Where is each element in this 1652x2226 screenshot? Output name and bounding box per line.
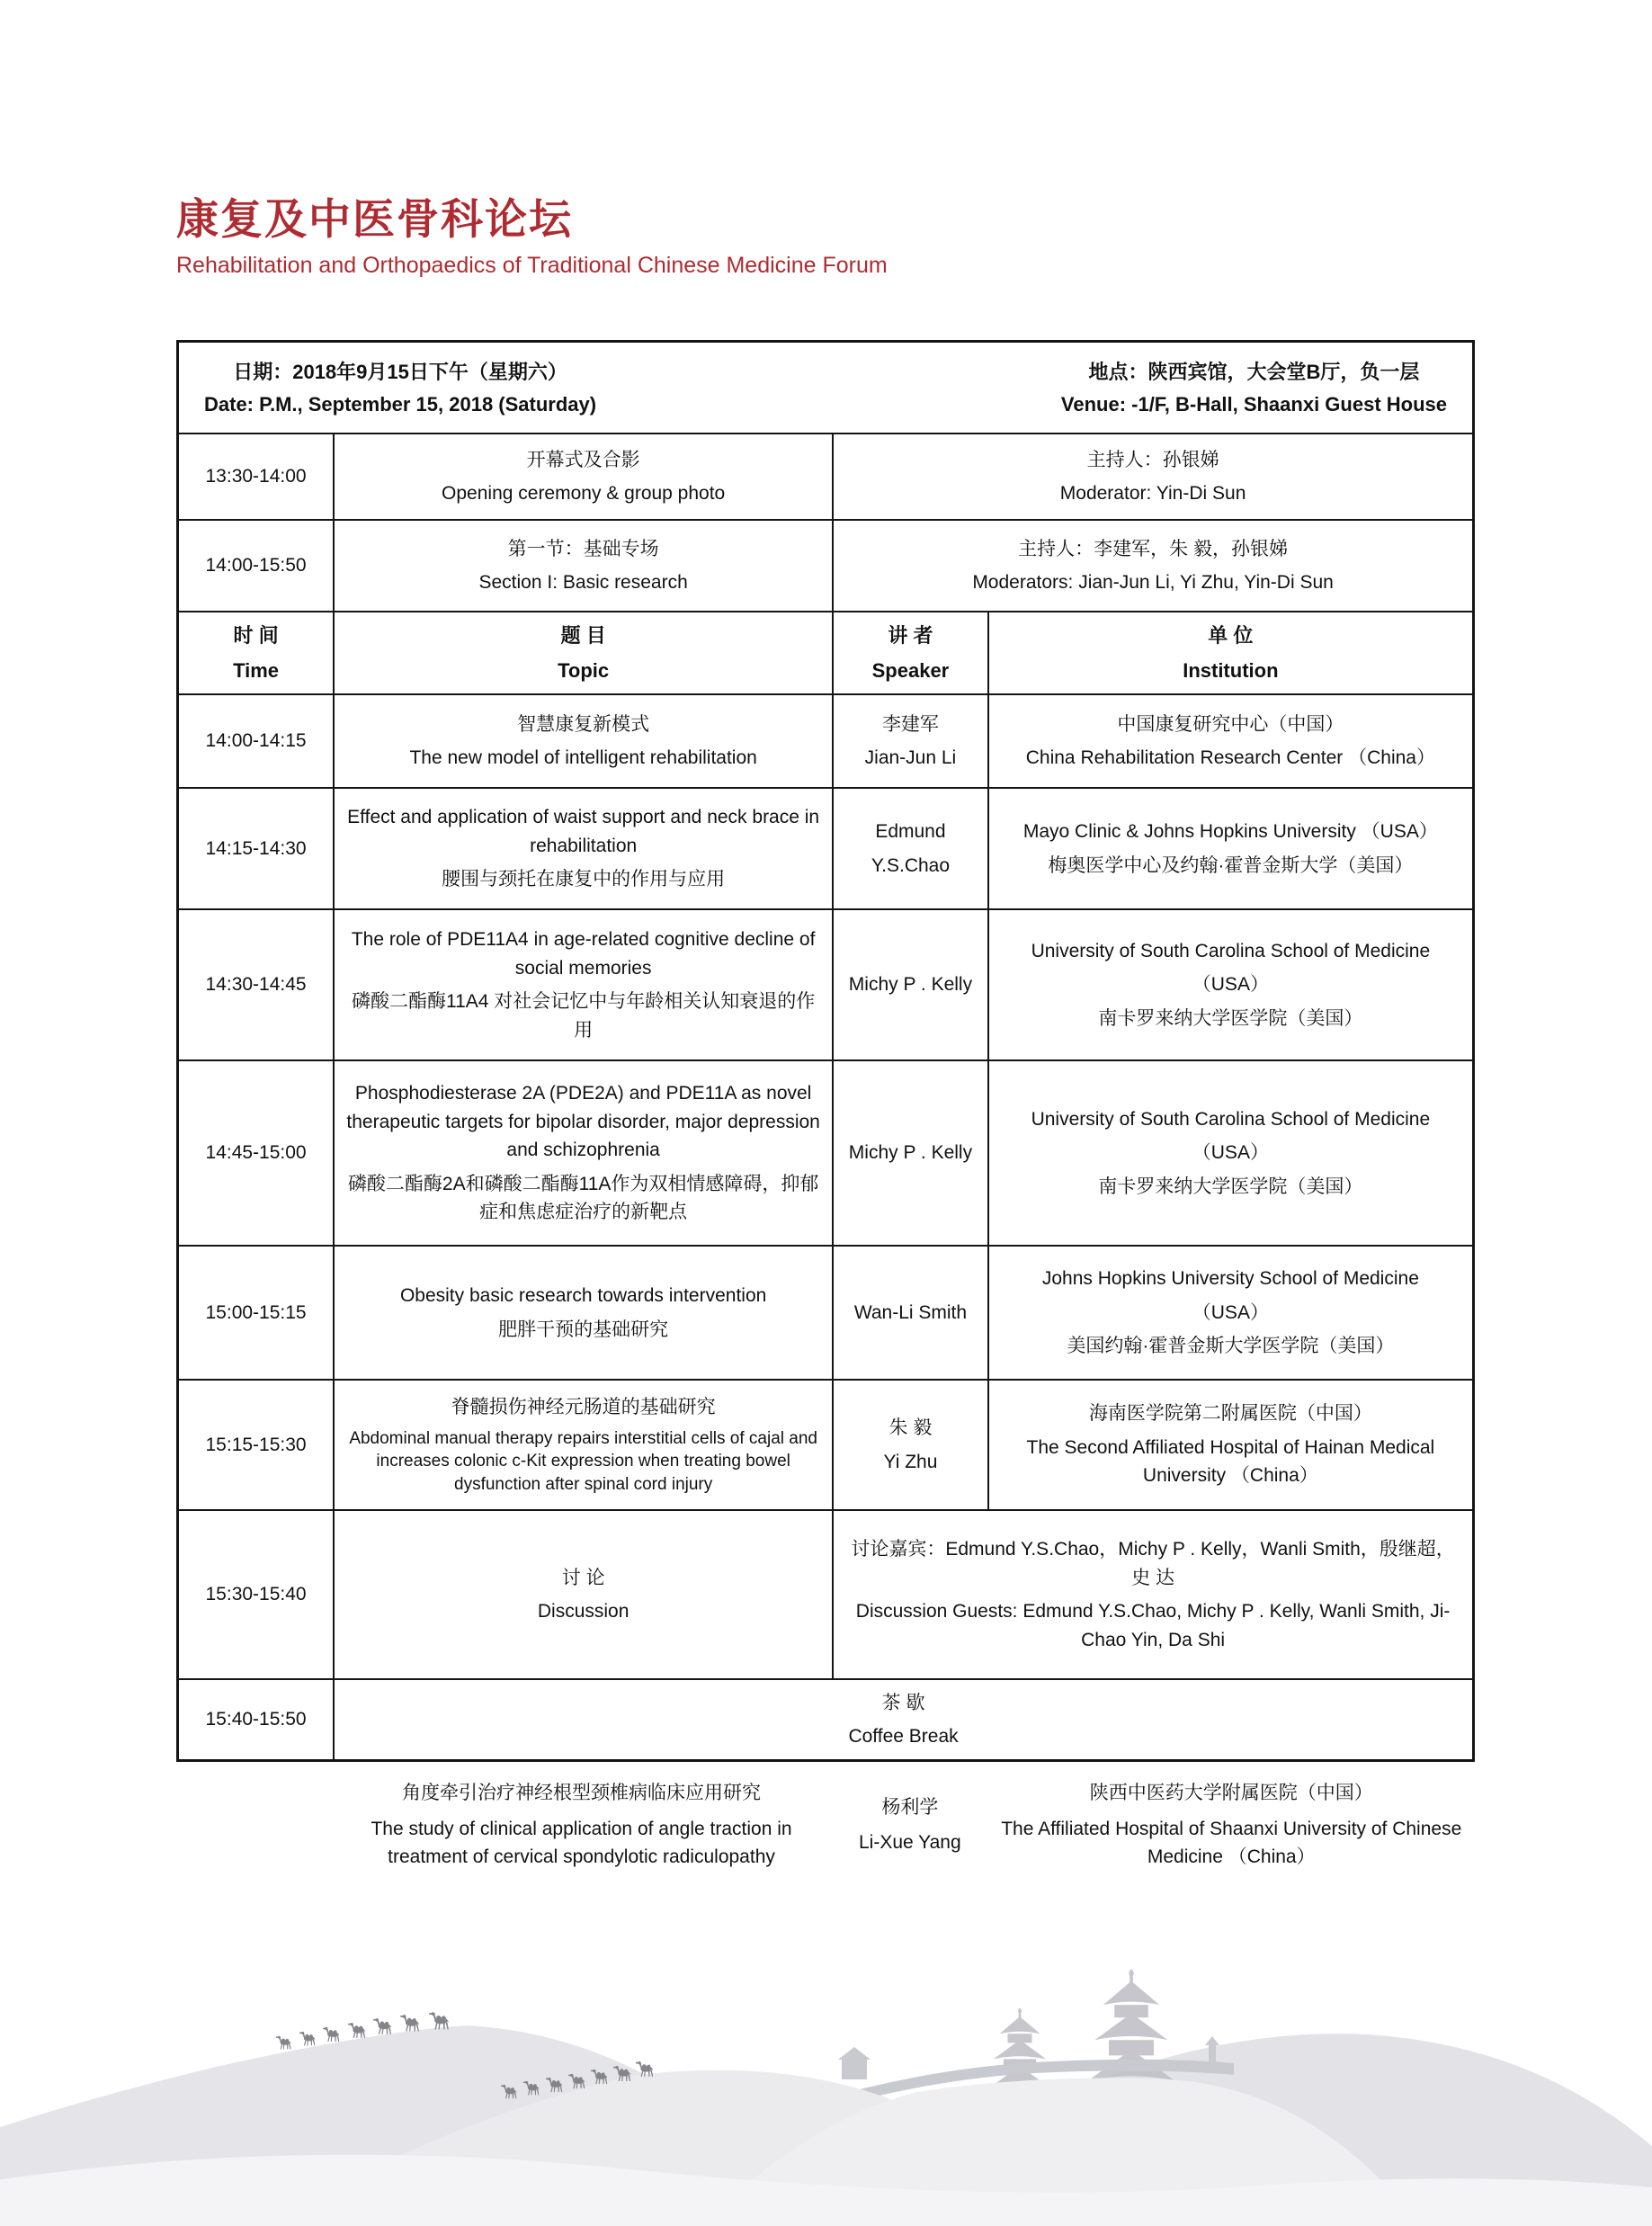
speaker-line: Michy P . Kelly (848, 1142, 973, 1164)
discussion-guests-cell (832, 1511, 1472, 1678)
institution-line: The Second Affiliated Hospital of Hainan Medical University （China） (1026, 1436, 1435, 1487)
time-cell (179, 1061, 333, 1245)
topic-zh: 开幕式及合影 (526, 449, 640, 470)
topic-en: Section I: Basic research (478, 572, 688, 593)
speaker-line: Yi Zhu (883, 1451, 938, 1472)
time-value: 14:00-15:50 (205, 555, 307, 577)
institution-cell (987, 695, 1472, 787)
speaker-line: Jian-Jun Li (864, 747, 957, 768)
talk-row (179, 693, 1472, 787)
moderator-zh: 主持人：孙银娣 (1086, 449, 1219, 470)
topic-en: Discussion (537, 1601, 630, 1622)
speaker-line: Michy P . Kelly (848, 974, 973, 996)
institution-line: 中国康复研究中心（中国） (1117, 713, 1344, 735)
col-header-speaker (832, 612, 987, 693)
footer-institution-zh: 陕西中医药大学附属医院（中国） (1089, 1783, 1373, 1803)
session-row-section1 (179, 519, 1472, 611)
col-header-topic (333, 612, 832, 693)
coffee-break-en: Coffee Break (848, 1726, 959, 1747)
topic-line: Obesity basic research towards intervention (399, 1285, 767, 1306)
col-speaker-zh: 讲 者 (888, 624, 933, 647)
coffee-break-cell (333, 1680, 1472, 1759)
institution-line: China Rehabilitation Research Center （China） (1025, 747, 1435, 768)
footer-speaker-en: Li-Xue Yang (859, 1832, 961, 1854)
topic-line: 肥胖干预的基础研究 (498, 1319, 669, 1340)
time-value: 14:00-14:15 (205, 730, 307, 752)
topic-cell (333, 695, 832, 787)
speaker-line: 朱 毅 (889, 1417, 933, 1438)
topic-zh: 第一节：基础专场 (507, 538, 659, 559)
speaker-line: Y.S.Chao (871, 854, 951, 876)
speaker-cell (832, 1381, 987, 1509)
time-cell (179, 521, 333, 611)
speaker-cell (832, 789, 987, 908)
time-value: 14:30-14:45 (205, 974, 307, 996)
institution-line: University of South Carolina School of Medicine (1031, 940, 1431, 961)
institution-line: 南卡罗来纳大学医学院（美国） (1098, 1007, 1363, 1029)
footer-speaker-cell (832, 1784, 987, 1866)
topic-line: 磷酸二酯酶2A和磷酸二酯酶11A作为双相情感障碍，抑郁症和焦虑症治疗的新靶点 (347, 1173, 819, 1223)
coffee-break-row (179, 1678, 1472, 1759)
moderator-cell (832, 434, 1472, 519)
venue-zh: 地点：陕西宾馆，大会堂B厅，负一层 (1088, 360, 1420, 383)
guests-en: Discussion Guests: Edmund Y.S.Chao, Michy P . Kelly, Wanli Smith, Ji-Chao Yin, Da Shi (855, 1601, 1451, 1650)
topic-cell (333, 521, 832, 611)
page-subtitle: Rehabilitation and Orthopaedics of Traditional Chinese Medicine Forum (176, 252, 888, 278)
talk-row (179, 1059, 1472, 1245)
time-value: 14:45-15:00 (205, 1142, 307, 1164)
institution-line: 海南医学院第二附属医院（中国） (1088, 1403, 1372, 1425)
institution-cell (987, 910, 1472, 1059)
moderator-en: Moderators: Jian-Jun Li, Yi Zhu, Yin-Di Sun (972, 572, 1334, 593)
page-title: 康复及中医骨科论坛 (176, 195, 573, 243)
speaker-line: 李建军 (881, 713, 939, 735)
time-cell (179, 1381, 333, 1509)
institution-line: 梅奥医学中心及约翰·霍普金斯大学（美国） (1048, 854, 1414, 876)
date-en: Date: P.M., September 15, 2018 (Saturday) (204, 392, 597, 416)
topic-line: Effect and application of waist support and neck brace in rehabilitation (347, 807, 820, 856)
col-time-en: Time (233, 659, 280, 682)
talk-row (179, 1245, 1472, 1379)
footer-topic-en: The study of clinical application of angle traction in treatment of cervical spondylotic radiculopathy (371, 1818, 792, 1867)
talk-row (179, 787, 1472, 908)
institution-line: 美国约翰·霍普金斯大学医学院（美国） (1067, 1336, 1395, 1357)
date-block (204, 354, 596, 422)
institution-line: （USA） (1192, 1142, 1269, 1164)
topic-cell (333, 1247, 832, 1379)
topic-cell (333, 1511, 832, 1678)
info-cell (179, 343, 1472, 433)
footer-topic-cell (331, 1770, 832, 1881)
footer-institution-cell (987, 1770, 1475, 1881)
speaker-line: Wan-Li Smith (853, 1301, 968, 1323)
institution-cell (987, 1247, 1472, 1379)
institution-line: 南卡罗来纳大学医学院（美国） (1098, 1176, 1363, 1197)
institution-line: University of South Carolina School of Medicine (1031, 1108, 1431, 1130)
desert-scene (0, 1916, 1652, 2226)
topic-line: 磷酸二酯酶11A4 对社会记忆中与年龄相关认知衰退的作用 (351, 991, 816, 1041)
time-value: 15:30-15:40 (205, 1584, 307, 1605)
time-cell (179, 1680, 333, 1759)
topic-line: 腰围与颈托在康复中的作用与应用 (442, 869, 726, 890)
time-cell (179, 695, 333, 787)
guests-zh: 讨论嘉宾：Edmund Y.S.Chao，Michy P . Kelly，Wanli Smith，殷继超，史 达 (851, 1539, 1455, 1588)
topic-cell (333, 910, 832, 1059)
speaker-cell (832, 1061, 987, 1245)
col-time-zh: 时 间 (233, 624, 279, 647)
moderator-zh: 主持人：李建军，朱 毅，孙银娣 (1018, 538, 1288, 559)
time-cell (179, 789, 333, 908)
col-institution-zh: 单 位 (1208, 624, 1254, 647)
institution-cell (987, 789, 1472, 908)
time-value: 15:15-15:30 (205, 1434, 307, 1455)
col-header-time (179, 612, 333, 693)
program-table (176, 340, 1475, 1762)
speaker-cell (832, 1247, 987, 1379)
col-topic-en: Topic (558, 659, 610, 682)
topic-line: 脊髓损伤神经元肠道的基础研究 (451, 1397, 716, 1418)
footer-talk (176, 1770, 1475, 1881)
talk-row (179, 908, 1472, 1059)
topic-line: Abdominal manual therapy repairs interstitial cells of cajal and increases colonic c-Kit expression when treating bowel dysfunction after spinal cord injury (349, 1428, 817, 1495)
date-zh: 日期：2018年9月15日下午（星期六） (233, 360, 567, 383)
topic-cell (333, 1061, 832, 1245)
page-header (176, 196, 888, 279)
time-value: 13:30-14:00 (205, 466, 307, 487)
topic-line: 智慧康复新模式 (517, 713, 650, 735)
footer-time-spacer (176, 1819, 331, 1830)
institution-cell (987, 1061, 1472, 1245)
institution-line: （USA） (1192, 974, 1269, 996)
topic-cell (333, 789, 832, 908)
footer-institution-en: The Affiliated Hospital of Shaanxi University of Chinese Medicine （China） (1001, 1818, 1462, 1867)
speaker-cell (832, 910, 987, 1059)
topic-line: Phosphodiesterase 2A (PDE2A) and PDE11A as novel therapeutic targets for bipolar disorder, major depression and schizophrenia (346, 1083, 820, 1161)
footer-speaker-zh: 杨利学 (881, 1796, 939, 1818)
venue-block (1061, 354, 1447, 422)
topic-cell (333, 1381, 832, 1509)
col-topic-zh: 题 目 (560, 624, 606, 647)
institution-cell (987, 1381, 1472, 1509)
time-cell (179, 1247, 333, 1379)
moderator-cell (832, 521, 1472, 611)
col-header-institution (987, 612, 1472, 693)
session-row-opening (179, 433, 1472, 519)
col-institution-en: Institution (1183, 659, 1279, 682)
time-value: 15:40-15:50 (205, 1709, 307, 1730)
institution-line: Johns Hopkins University School of Medicine (1041, 1268, 1419, 1290)
time-cell (179, 910, 333, 1059)
topic-cell (333, 434, 832, 519)
institution-line: （USA） (1192, 1301, 1269, 1323)
venue-en: Venue: -1/F, B-Hall, Shaanxi Guest House (1060, 392, 1447, 416)
column-header-row (179, 611, 1472, 693)
speaker-line: Edmund (875, 821, 946, 842)
moderator-en: Moderator: Yin-Di Sun (1059, 483, 1246, 504)
info-row (179, 343, 1472, 433)
topic-line: The role of PDE11A4 in age-related cognitive decline of social memories (351, 929, 816, 979)
footer-topic-zh: 角度牵引治疗神经根型颈椎病临床应用研究 (402, 1783, 762, 1803)
time-cell (179, 434, 333, 519)
topic-line: The new model of intelligent rehabilitation (409, 747, 757, 768)
discussion-row (179, 1509, 1472, 1678)
talk-row (179, 1379, 1472, 1509)
topic-zh: 讨 论 (561, 1567, 605, 1588)
time-value: 14:15-14:30 (205, 837, 307, 859)
speaker-cell (832, 695, 987, 787)
time-value: 15:00-15:15 (205, 1301, 307, 1323)
topic-en: Opening ceremony & group photo (442, 483, 726, 504)
coffee-break-zh: 茶 歇 (881, 1692, 925, 1713)
col-speaker-en: Speaker (871, 659, 950, 682)
institution-line: Mayo Clinic & Johns Hopkins University （USA） (1022, 821, 1438, 842)
time-cell (179, 1511, 333, 1678)
